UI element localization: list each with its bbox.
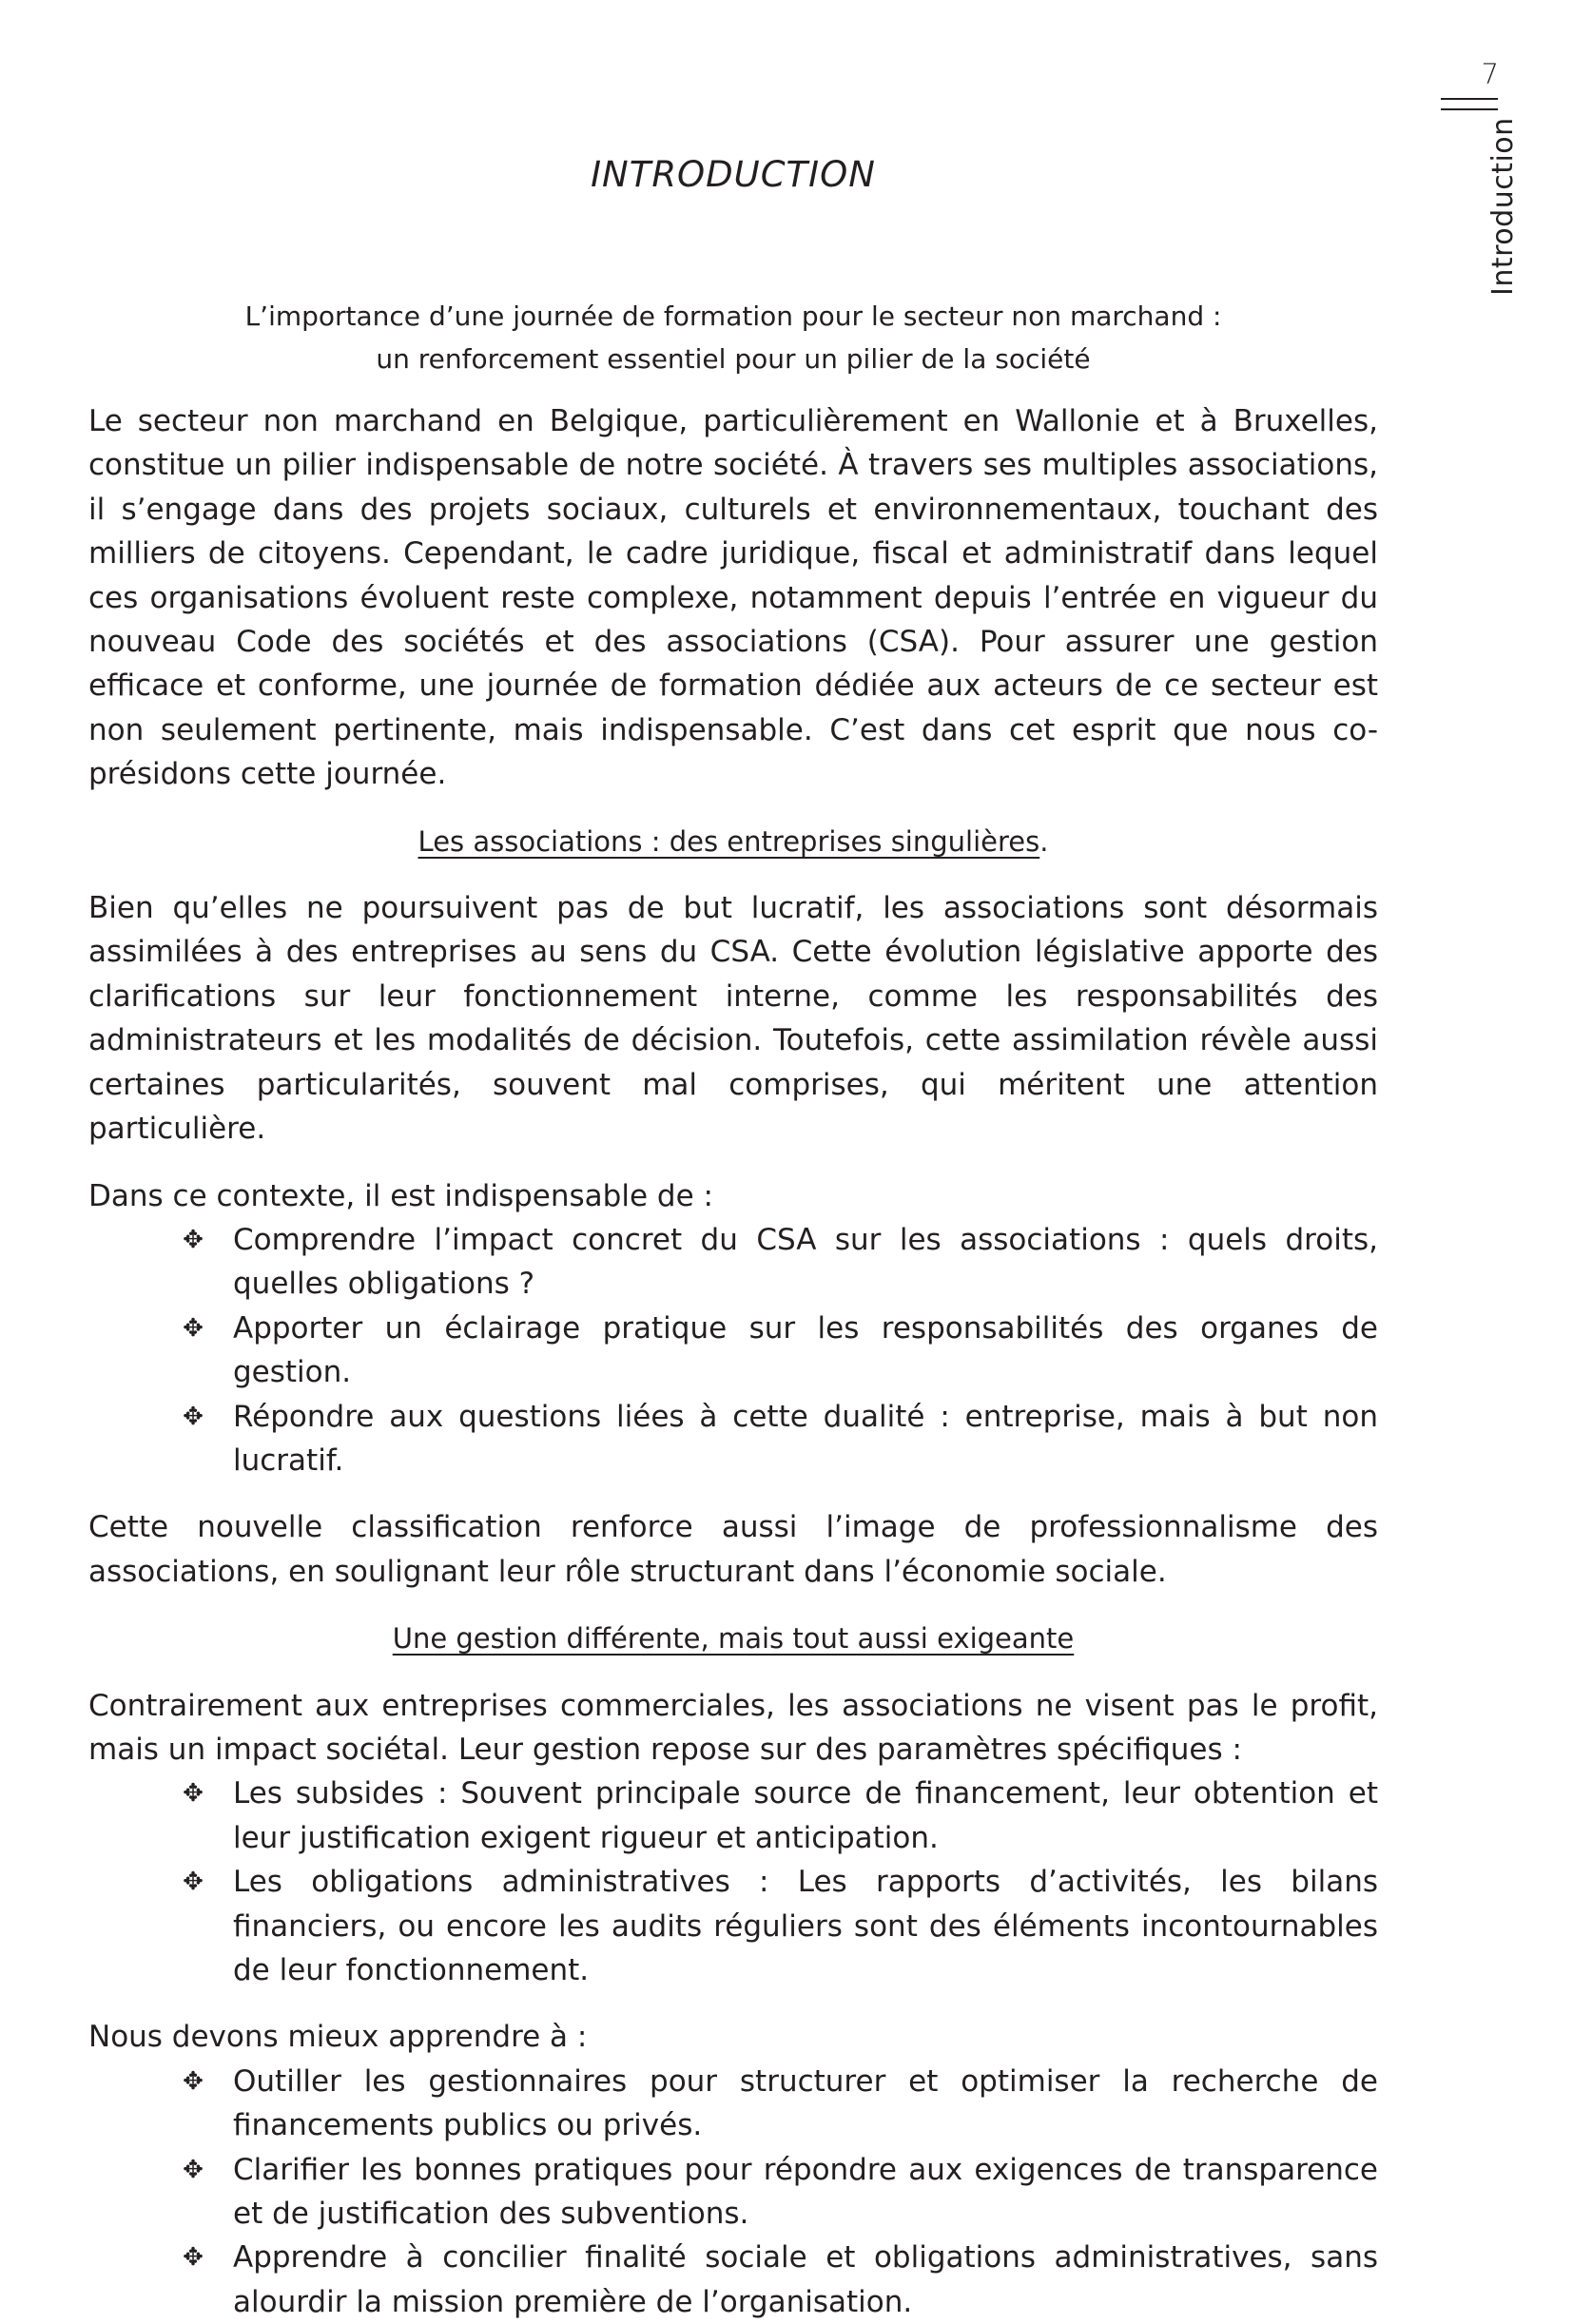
paragraph-apprendre: Nous devons mieux apprendre à :	[88, 2020, 588, 2055]
fleuron-bullet-icon: ✥	[183, 2155, 204, 2184]
list-item	[183, 1307, 1378, 1395]
running-head-rule	[1441, 98, 1498, 110]
paragraph-intro: Le secteur non marchand en Belgique, particulièrement en Wallonie et à Bruxelles, constitue un pilier indispensable de notre société. À travers ses multiples associations, il s’engage dans des projets sociaux, culturels et environnementaux, touchant des milliers de citoyens. Cependant, le cadre juridique, fiscal et administratif dans lequel ces organisations évoluent reste complexe, notamment depuis l’entrée en vigueur du nouveau Code des sociétés et des associations (CSA). Pour assurer une gestion efficace et conforme, une journée de formation dédiée aux acteurs de ce secteur est non seulement pertinente, mais indispensable. C’est dans cet esprit que nous co-présidons cette journée.	[88, 404, 1378, 792]
section-heading-associations-text: Les associations : des entreprises singulières	[418, 824, 1040, 858]
page-number: 7	[1481, 58, 1499, 90]
section-heading-gestion	[88, 1617, 1378, 1660]
fleuron-bullet-icon: ✥	[183, 1225, 204, 1254]
section-heading-gestion-text: Une gestion différente, mais tout aussi exigeante	[392, 1622, 1075, 1656]
section-heading-associations	[88, 820, 1378, 863]
body-text	[88, 399, 1378, 2324]
subtitle-line-1: L’importance d’une journée de formation pour le secteur non marchand :	[244, 300, 1222, 332]
list-item-text: Les subsides : Souvent principale source de financement, leur obtention et leur justification exigent rigueur et anticipation.	[233, 1776, 1378, 1855]
list-item-text: Comprendre l’impact concret du CSA sur les associations : quels droits, quelles obligations ?	[233, 1222, 1378, 1302]
list-item	[183, 1218, 1378, 1307]
paragraph-classification: Cette nouvelle classification renforce aussi l’image de professionnalisme des associations, en soulignant leur rôle structurant dans l’économie sociale.	[88, 1510, 1378, 1589]
paragraph-context: Dans ce contexte, il est indispensable de :	[88, 1178, 713, 1213]
fleuron-bullet-icon: ✥	[183, 1868, 204, 1897]
list-item-text: Les obligations administratives : Les rapports d’activités, les bilans financiers, ou encore les audits réguliers sont des éléments incontournables de leur fonctionnement.	[233, 1865, 1378, 1987]
list-item	[183, 1395, 1378, 1483]
fleuron-bullet-icon: ✥	[183, 1313, 204, 1343]
section-heading-associations-period: .	[1039, 824, 1049, 858]
fleuron-bullet-icon: ✥	[183, 2243, 204, 2273]
subtitle-line-2: un renforcement essentiel pour un pilier de la société	[376, 343, 1091, 375]
list-item-text: Outiller les gestionnaires pour structurer et optimiser la recherche de financements publics ou privés.	[233, 2063, 1378, 2143]
list-item-text: Clarifier les bonnes pratiques pour répondre aux exigences de transparence et de justification des subventions.	[233, 2152, 1378, 2232]
running-head: Introduction	[1486, 117, 1520, 296]
list-item	[183, 2060, 1378, 2148]
list-item-text: Répondre aux questions liées à cette dualité : entreprise, mais à but non lucratif.	[233, 1399, 1378, 1478]
subtitle	[88, 295, 1378, 380]
paragraph-gestion: Contrairement aux entreprises commerciales, les associations ne visent pas le profit, mais un impact sociétal. Leur gestion repose sur des paramètres spécifiques :	[88, 1688, 1378, 1767]
list-gestion	[88, 1772, 1378, 1992]
fleuron-bullet-icon: ✥	[183, 2066, 204, 2096]
list-item	[183, 2148, 1378, 2237]
list-context	[88, 1218, 1378, 1482]
list-item	[183, 1772, 1378, 1860]
fleuron-bullet-icon: ✥	[183, 1779, 204, 1809]
fleuron-bullet-icon: ✥	[183, 1402, 204, 1431]
list-item-text: Apprendre à concilier finalité sociale et obligations administratives, sans alourdir la mission première de l’organisation.	[233, 2240, 1378, 2319]
page-title: INTRODUCTION	[591, 154, 876, 195]
list-item-text: Apporter un éclairage pratique sur les responsabilités des organes de gestion.	[233, 1310, 1378, 1390]
paragraph-associations: Bien qu’elles ne poursuivent pas de but lucratif, les associations sont désormais assimilées à des entreprises au sens du CSA. Cette évolution législative apporte des clarifications sur leur fonctionnement interne, comme les responsabilités des administrateurs et les modalités de décision. Toutefois, cette assimilation révèle aussi certaines particularités, souvent mal comprises, qui méritent une attention particulière.	[88, 891, 1378, 1147]
list-apprendre	[88, 2060, 1378, 2324]
list-item	[183, 1860, 1378, 1992]
list-item	[183, 2236, 1378, 2324]
